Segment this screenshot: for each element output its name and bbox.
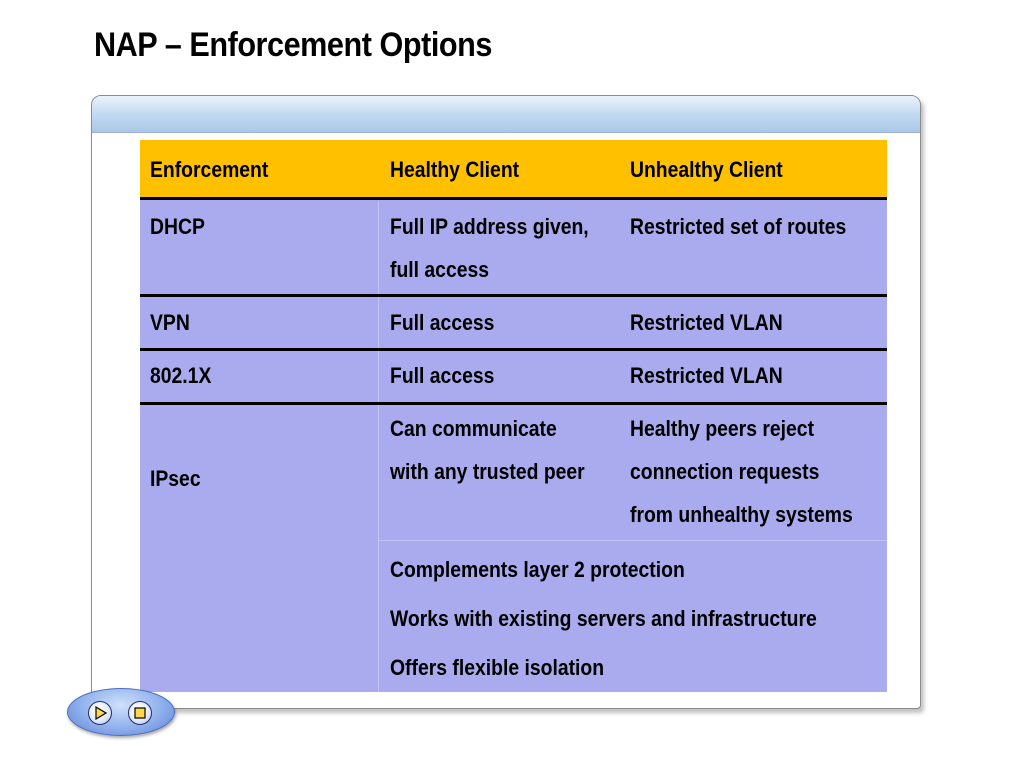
cell-unhealthy: connection requests (630, 459, 820, 484)
note-item: Offers flexible isolation (390, 655, 605, 680)
stop-square-icon (133, 706, 147, 720)
row-rule (140, 348, 887, 351)
cell-enforcement: IPsec (150, 466, 201, 491)
row-rule (140, 402, 887, 405)
header-unhealthy-client: Unhealthy Client (630, 157, 783, 182)
cell-healthy: Full IP address given, (390, 214, 589, 239)
enforcement-table (140, 140, 887, 692)
note-item: Complements layer 2 protection (390, 557, 685, 582)
cell-healthy: Full access (390, 310, 495, 335)
panel-header-bar (92, 96, 920, 133)
cell-unhealthy: Restricted VLAN (630, 310, 783, 335)
header-enforcement: Enforcement (150, 157, 269, 182)
cell-healthy: full access (390, 257, 490, 282)
cell-healthy: Can communicate (390, 416, 557, 441)
notes-divider (379, 540, 887, 541)
cell-enforcement: VPN (150, 310, 190, 335)
play-triangle-icon (93, 706, 107, 720)
slide-navigation-control (67, 688, 175, 736)
cell-healthy: with any trusted peer (390, 459, 585, 484)
next-slide-button[interactable] (88, 701, 112, 725)
note-item: Works with existing servers and infrastructure (390, 606, 817, 631)
cell-enforcement: DHCP (150, 214, 205, 239)
header-healthy-client: Healthy Client (390, 157, 520, 182)
page-title: NAP – Enforcement Options (94, 26, 492, 64)
cell-unhealthy: from unhealthy systems (630, 502, 853, 527)
stop-slide-button[interactable] (128, 701, 152, 725)
cell-healthy: Full access (390, 363, 495, 388)
cell-unhealthy: Restricted VLAN (630, 363, 783, 388)
column-divider (378, 201, 379, 692)
table-header-row (140, 140, 887, 198)
cell-unhealthy: Healthy peers reject (630, 416, 815, 441)
row-rule (140, 294, 887, 297)
cell-enforcement: 802.1X (150, 363, 212, 388)
cell-unhealthy: Restricted set of routes (630, 214, 847, 239)
row-rule (140, 197, 887, 200)
